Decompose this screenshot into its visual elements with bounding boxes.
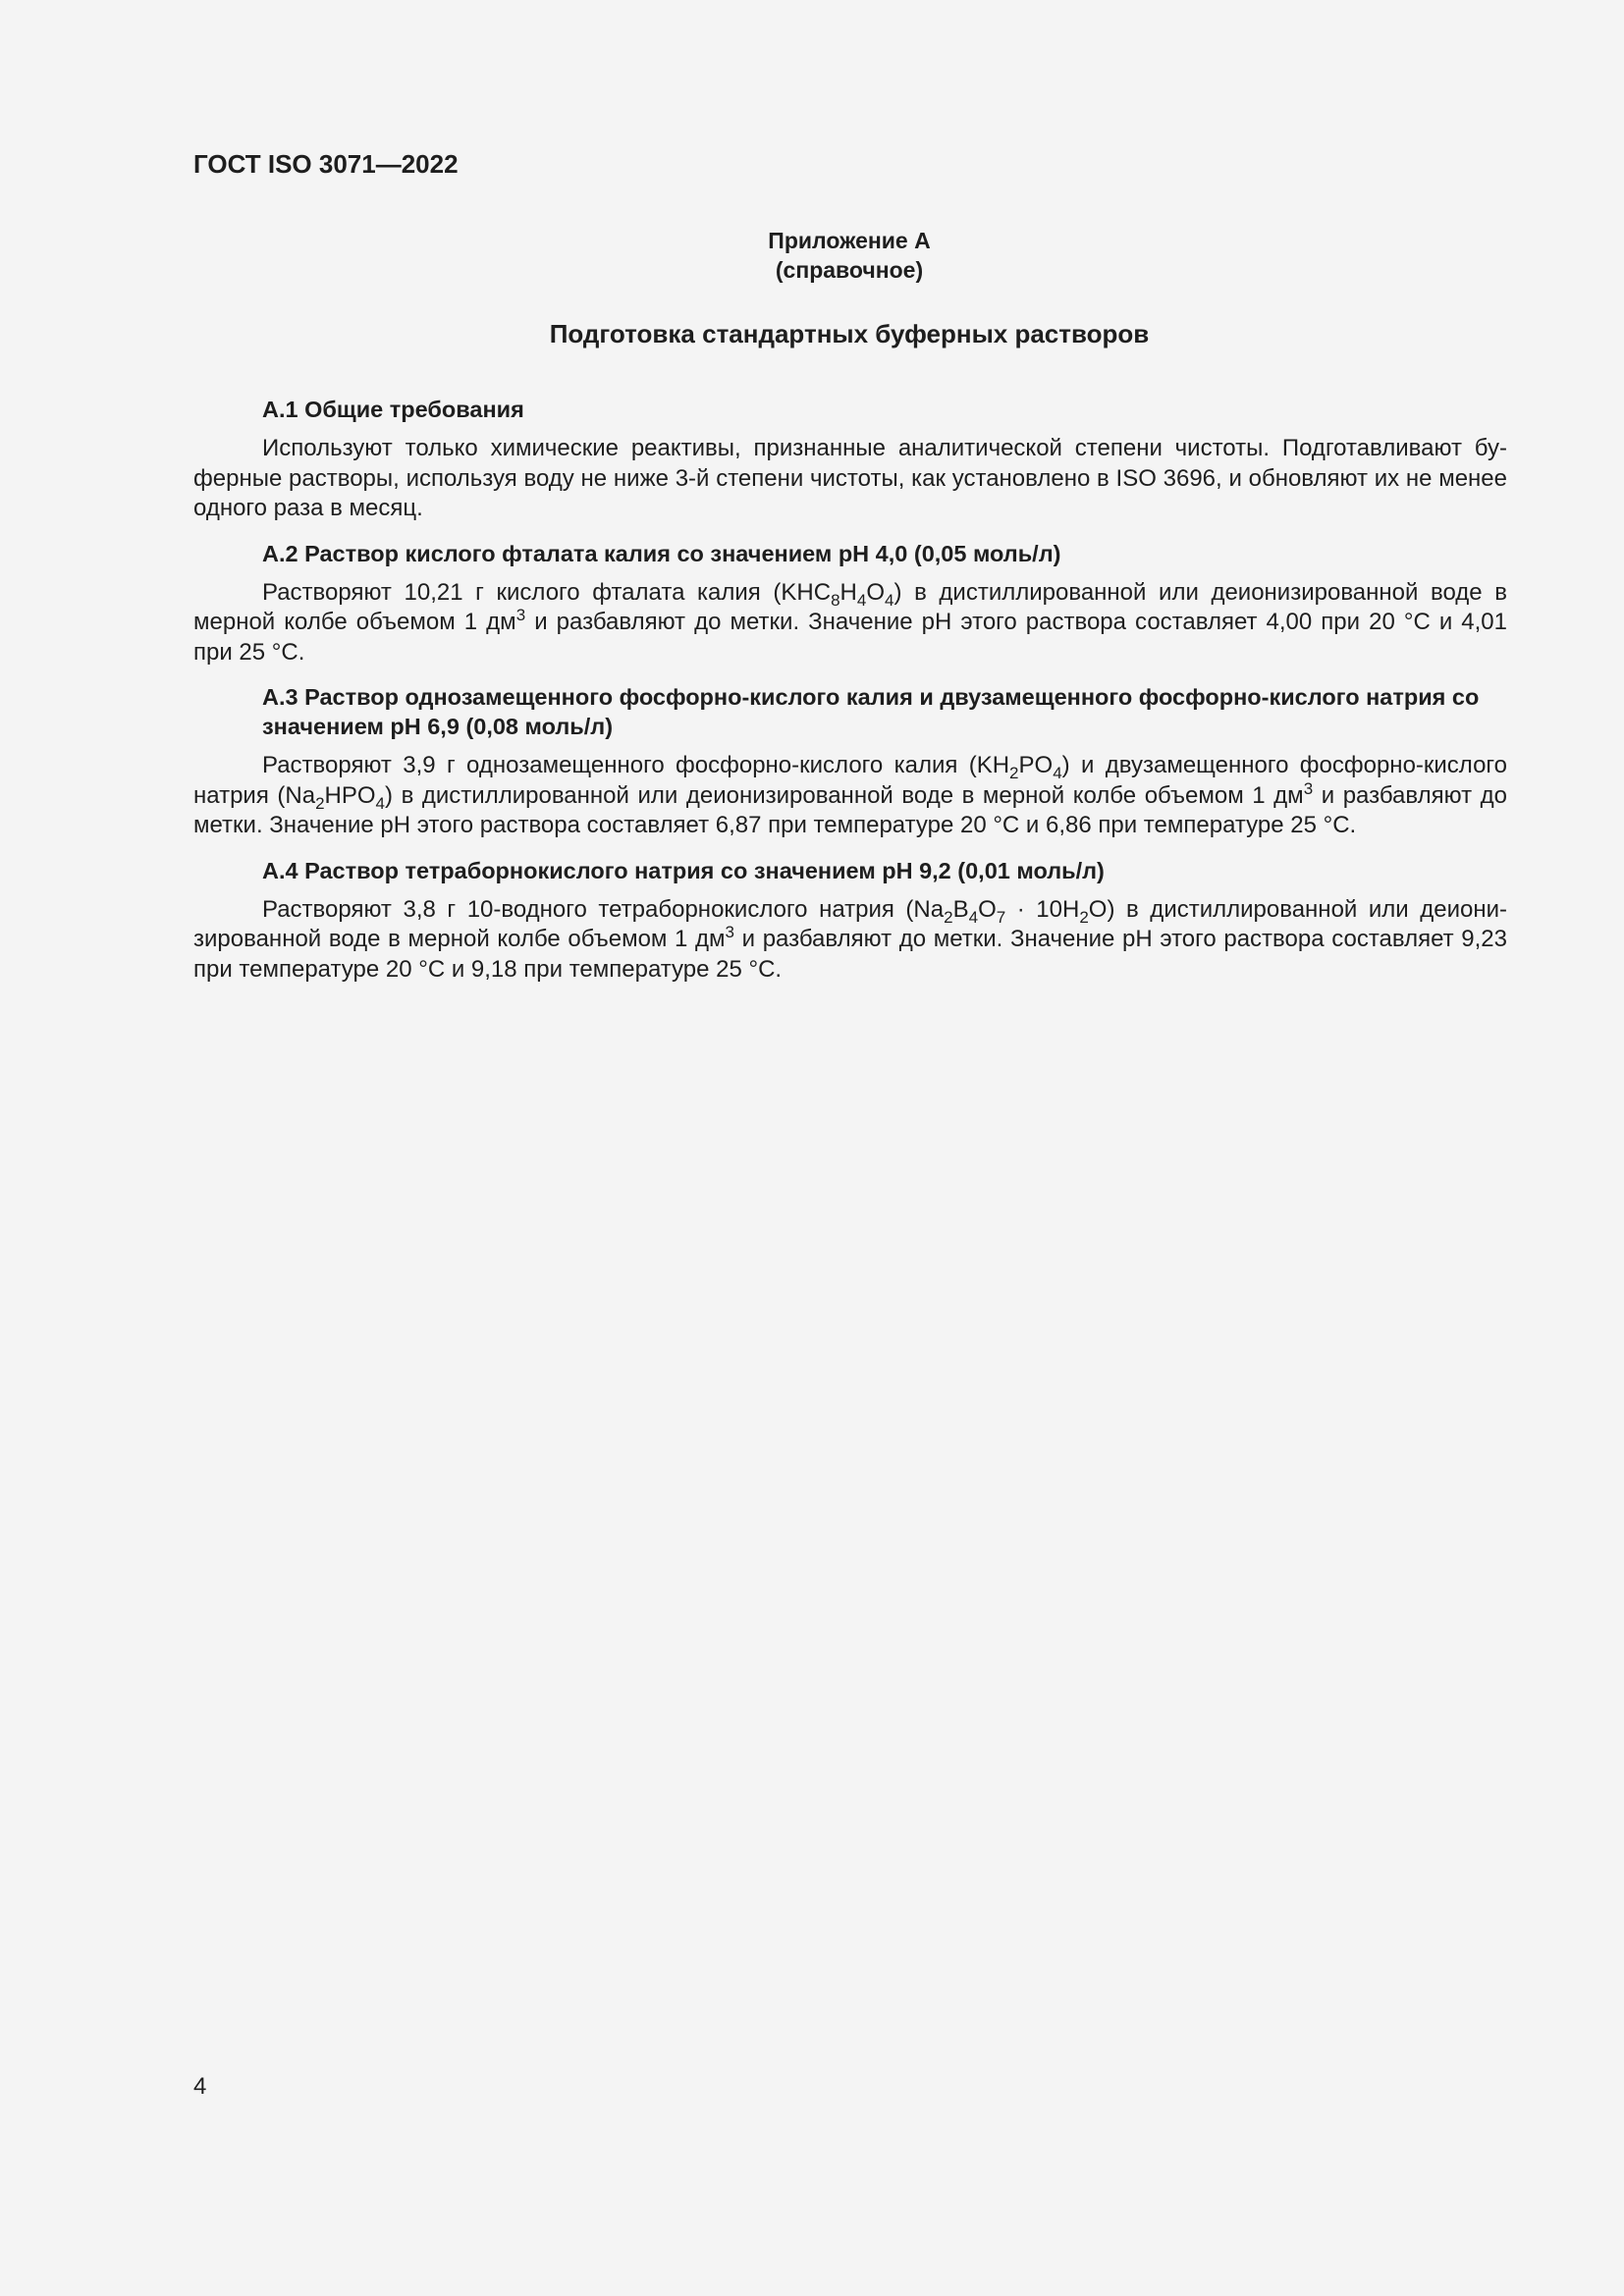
text-run: Растворяют 3,8 г 10-водного тетраборнокислого натрия (Na — [262, 895, 945, 923]
subscript: 4 — [1053, 764, 1062, 782]
section-heading: А.3 Раствор однозамещенного фосфорно-кислого калия и двузамещенного фосфорно-кислого натрия со значением pH 6,9 (0,08 моль/л) — [262, 684, 1480, 739]
annex-kind: (справочное) — [775, 257, 924, 283]
document-header: ГОСТ ISO 3071—2022 — [193, 149, 459, 179]
section-a2 — [193, 539, 1507, 668]
subscript: 2 — [1079, 907, 1089, 927]
section-paragraph — [193, 751, 1507, 841]
text-run: ) в дистиллированной или деионизированной воде в мерной колбе объемом 1 дм — [193, 578, 1508, 635]
text-run: и разбавляют до метки. Значение pH этого раствора составляет 9,23 при температуре 20 °C и 9,18 при температуре 25 °C. — [193, 926, 1507, 983]
section-paragraph — [193, 434, 1507, 524]
text-run: · 10H — [1005, 895, 1080, 923]
section-a4 — [193, 856, 1507, 986]
superscript: 3 — [725, 923, 735, 941]
section-heading: А.4 Раствор тетраборнокислого натрия со значением pH 9,2 (0,01 моль/л) — [262, 857, 1105, 883]
subscript: 2 — [315, 793, 325, 813]
text-run: B — [952, 895, 969, 923]
document-body — [193, 395, 1507, 999]
annex-title: Приложение А — [768, 228, 931, 253]
subscript: 2 — [944, 907, 953, 927]
text-run: Используют только химические реактивы, признанные аналитической степени чистоты. Подготавливают буферные растворы, используя воду не ниже 3-й степени чистоты, как установлено в ISO 3696, и обновляют их не менее одного раза в месяц. — [193, 435, 1507, 521]
subscript: 4 — [968, 907, 979, 927]
section-heading: А.2 Раствор кислого фталата калия со значением pH 4,0 (0,05 моль/л) — [262, 540, 1061, 566]
subscript: 7 — [996, 907, 1006, 927]
text-run: O — [866, 578, 886, 606]
text-run: Растворяют 10,21 г кислого фталата калия (KHC — [262, 578, 832, 606]
text-run: ) и двузамещенного фосфорно-кислого натрия (Na — [193, 752, 1508, 809]
superscript: 3 — [515, 606, 526, 624]
text-run: PO — [1018, 752, 1054, 778]
text-run: O) в дистиллированной или деионизированной воде в мерной колбе объемом 1 дм — [193, 895, 1507, 952]
text-run: и разбавляют до метки. Значение pH этого раствора составляет 6,87 при температуре 20 °C и 6,86 при температуре 25 °C. — [193, 781, 1507, 838]
subscript: 4 — [885, 590, 894, 610]
subscript: 4 — [375, 793, 386, 813]
main-title: Подготовка стандартных буферных растворов — [549, 319, 1150, 348]
section-a1 — [193, 395, 1507, 524]
text-run: ) в дистиллированной или деионизированной воде в мерной колбе объемом 1 дм — [385, 781, 1304, 809]
text-run: O — [978, 895, 997, 923]
subscript: 2 — [1009, 764, 1019, 782]
subscript: 4 — [856, 590, 867, 610]
section-paragraph — [193, 578, 1507, 668]
section-heading: А.1 Общие требования — [262, 397, 524, 422]
page-number: 4 — [193, 2073, 207, 2100]
text-run: Растворяют 3,9 г однозамещенного фосфорно-кислого калия (KH — [262, 752, 1010, 778]
superscript: 3 — [1303, 778, 1314, 798]
text-run: HPO — [324, 781, 376, 809]
section-a3 — [193, 682, 1507, 841]
text-run: H — [839, 578, 857, 606]
section-paragraph — [193, 895, 1507, 986]
text-run: и разбавляют до метки. Значение pH этого раствора составляет 4,00 при 20 °C и 4,01 при 25 °C. — [193, 609, 1508, 666]
subscript: 8 — [831, 590, 840, 610]
